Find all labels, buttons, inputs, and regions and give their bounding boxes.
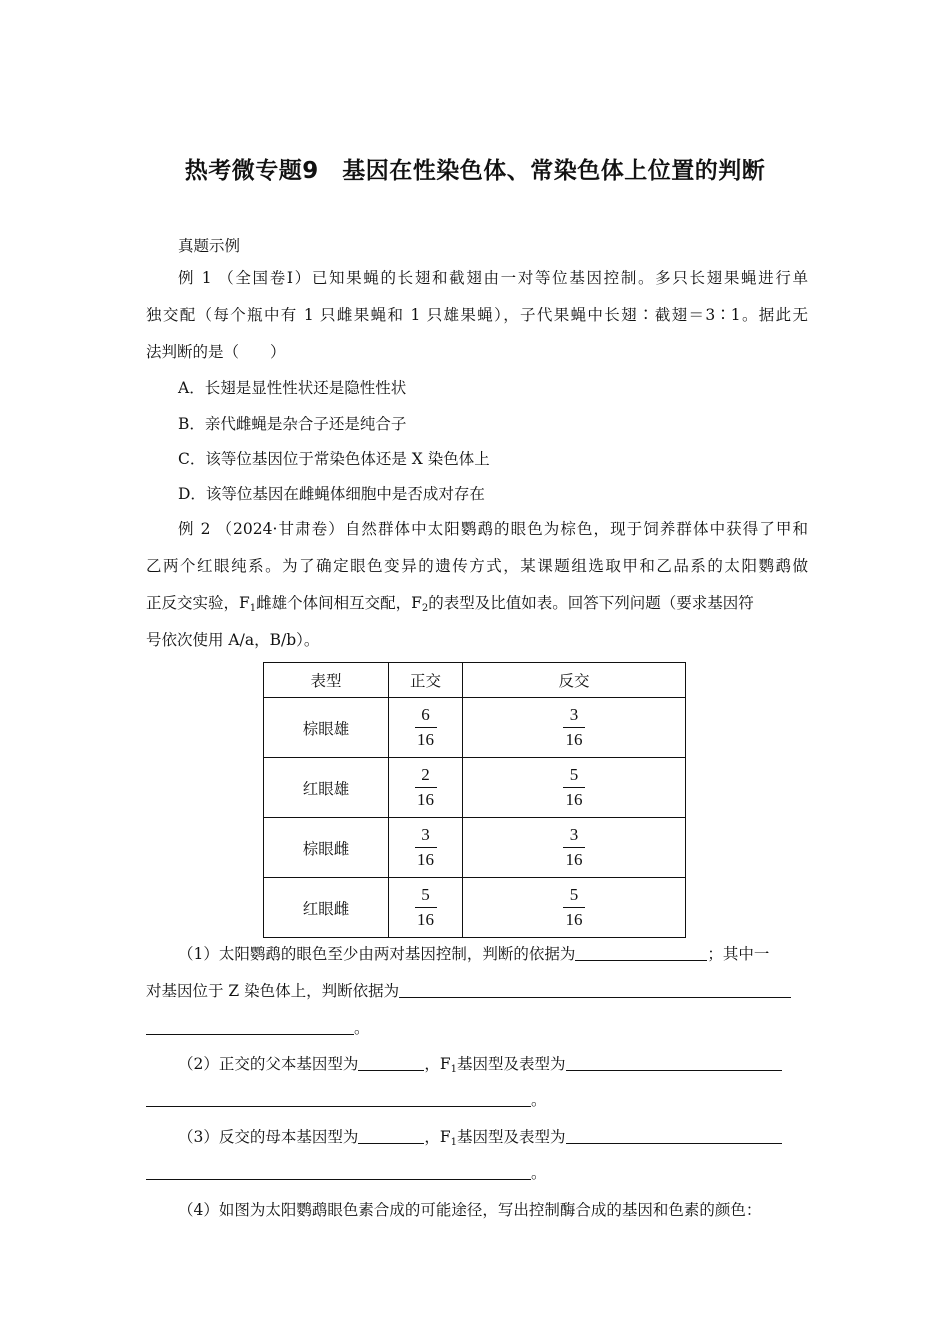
- cross-value: [389, 818, 463, 878]
- question-4-line1: （4）如图为太阳鹦鹉眼色素合成的可能途径，写出控制酶合成的基因和色素的颜色：: [178, 1201, 762, 1219]
- denominator: 16: [565, 790, 583, 809]
- cross-value: [389, 878, 463, 938]
- example2-line2: 乙两个红眼纯系。为了确定眼色变异的遗传方式，某课题组选取甲和乙品系的太阳鹦鹉做: [146, 557, 808, 575]
- question-1-line3: 。: [146, 1018, 808, 1038]
- denominator: 16: [417, 910, 434, 929]
- denominator: 16: [565, 850, 583, 869]
- question-3-line1: （3）反交的母本基因型为 ，$F_1$基因型及表型为: [178, 1127, 808, 1147]
- answer-blank[interactable]: [358, 1127, 424, 1144]
- numerator: 3: [569, 705, 579, 724]
- option-d: D．该等位基因在雌蝇体细胞中是否成对存在: [178, 485, 485, 503]
- numerator: 3: [421, 825, 430, 844]
- answer-blank[interactable]: [399, 981, 791, 998]
- option-a: A．长翅是显性性状还是隐性性状: [178, 379, 407, 397]
- question-1-line1: （1）太阳鹦鹉的眼色至少由两对基因控制，判断的依据为 ；其中一: [178, 945, 770, 963]
- cross-value: [389, 698, 463, 758]
- row-label: 棕眼雄: [264, 698, 389, 758]
- cross-value: [389, 758, 463, 818]
- answer-blank[interactable]: [575, 944, 707, 961]
- question-1-line2: 对基因位于 Z 染色体上，判断依据为: [146, 981, 808, 1001]
- question-2-line1: （2）正交的父本基因型为 ，$F_1$基因型及表型为: [178, 1054, 808, 1074]
- page-title: 热考微专题9 基因在性染色体、常染色体上位置的判断: [184, 158, 766, 184]
- example1-line3: 法判断的是（ ）: [146, 343, 286, 361]
- answer-blank[interactable]: [566, 1127, 782, 1144]
- reciprocal-value: [463, 698, 686, 758]
- numerator: 2: [421, 765, 430, 784]
- row-label: 红眼雄: [264, 758, 389, 818]
- example1-line1: 例 1 （全国卷Ⅰ）已知果蝇的长翅和截翅由一对等位基因控制。多只长翅果蝇进行单: [178, 269, 808, 287]
- row-label: 红眼雌: [264, 878, 389, 938]
- example2-line1: 例 2 （2024·甘肃卷）自然群体中太阳鹦鹉的眼色为棕色，现于饲养群体中获得了甲和: [178, 520, 808, 538]
- answer-blank[interactable]: [358, 1054, 424, 1071]
- table-row: [264, 818, 686, 878]
- example1-line2: 独交配（每个瓶中有 1 只雌果蝇和 1 只雄果蝇），子代果蝇中长翅∶截翅＝3∶1。据此无: [146, 306, 808, 324]
- numerator: 5: [569, 765, 579, 784]
- example2-line3: 正反交实验，$F_1$雌雄个体间相互交配，$F_2$的表型及比值如表。回答下列问题（要求基因符: [146, 594, 754, 614]
- table-header-row: [264, 663, 686, 698]
- answer-blank[interactable]: [566, 1054, 782, 1071]
- option-b: B．亲代雌蝇是杂合子还是纯合子: [178, 415, 407, 433]
- denominator: 16: [417, 730, 434, 749]
- table-row: [264, 758, 686, 818]
- denominator: 16: [417, 790, 434, 809]
- header-cross: 正交: [389, 663, 463, 698]
- section-label: 真题示例: [178, 237, 241, 255]
- answer-blank[interactable]: [146, 1163, 531, 1180]
- denominator: 16: [417, 850, 434, 869]
- numerator: 5: [421, 885, 430, 904]
- table-row: [264, 698, 686, 758]
- question-2-line2: 。: [146, 1090, 808, 1110]
- reciprocal-value: [463, 878, 686, 938]
- numerator: 3: [569, 825, 579, 844]
- header-phenotype: 表型: [264, 663, 389, 698]
- table-row: [264, 878, 686, 938]
- example2-line4: 号依次使用 A/a，B/b）。: [146, 631, 320, 649]
- row-label: 棕眼雌: [264, 818, 389, 878]
- option-c: C．该等位基因位于常染色体还是 X 染色体上: [178, 450, 490, 468]
- denominator: 16: [565, 730, 583, 749]
- question-3-line2: 。: [146, 1163, 808, 1183]
- answer-blank[interactable]: [146, 1090, 531, 1107]
- numerator: 5: [569, 885, 579, 904]
- reciprocal-value: [463, 818, 686, 878]
- header-reciprocal: 反交: [463, 663, 686, 698]
- reciprocal-value: [463, 758, 686, 818]
- numerator: 6: [421, 705, 430, 724]
- answer-blank[interactable]: [146, 1018, 354, 1035]
- denominator: 16: [565, 910, 583, 929]
- phenotype-table: [263, 662, 686, 938]
